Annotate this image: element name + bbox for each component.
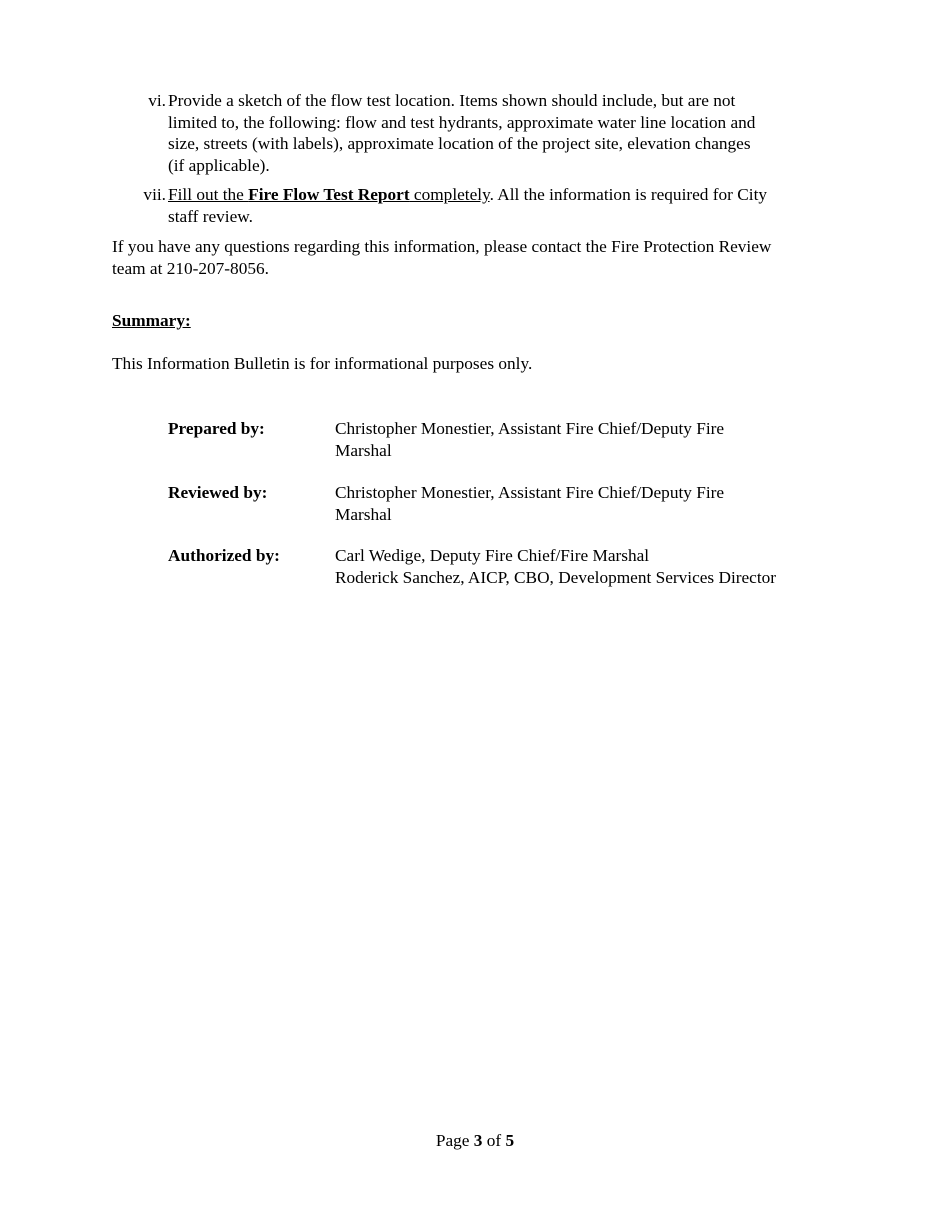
instruction-suffix: completely: [409, 185, 490, 204]
contact-paragraph: If you have any questions regarding this information, please contact the Fire Protection Review team at 210-207-8056.: [112, 237, 772, 278]
underlined-instruction: [168, 185, 490, 204]
total-pages-number: 5: [505, 1131, 515, 1150]
list-item-text: [168, 184, 768, 227]
prepared-by-value: Christopher Monestier, Assistant Fire Chief/Deputy Fire Marshal: [335, 419, 725, 460]
list-marker: vii.: [143, 185, 166, 204]
summary-text: This Information Bulletin is for informational purposes only.: [112, 354, 533, 373]
instruction-note: . All the information is required for City staff review.: [168, 185, 768, 226]
list-item-text: Provide a sketch of the flow test location. Items shown should include, but are not limited to, the following: flow and test hydrants, approximate water line location and size, streets (with labels), approximate location of the project site, elevation changes (if applicable).: [168, 91, 756, 175]
list-marker: vi.: [148, 91, 166, 110]
current-page-number: 3: [473, 1131, 483, 1150]
prepared-by-label: Prepared by:: [168, 419, 265, 438]
summary-heading: Summary:: [112, 311, 191, 330]
reviewed-by-value: Christopher Monestier, Assistant Fire Chief/Deputy Fire Marshal: [335, 483, 725, 524]
authorized-by-line-2: Roderick Sanchez, AICP, CBO, Development Services Director: [335, 567, 777, 587]
page-word: Page: [435, 1131, 474, 1150]
reviewed-by-label: Reviewed by:: [168, 483, 268, 502]
authorized-by-line-1: Carl Wedige, Deputy Fire Chief/Fire Marshal: [335, 546, 650, 565]
report-name: Fire Flow Test Report: [248, 185, 410, 204]
instruction-prefix: Fill out the: [168, 185, 249, 204]
authorized-by-label: Authorized by:: [168, 546, 280, 565]
of-word: of: [482, 1131, 506, 1150]
page-footer: [0, 1130, 950, 1152]
authorized-by-value: [335, 545, 780, 588]
